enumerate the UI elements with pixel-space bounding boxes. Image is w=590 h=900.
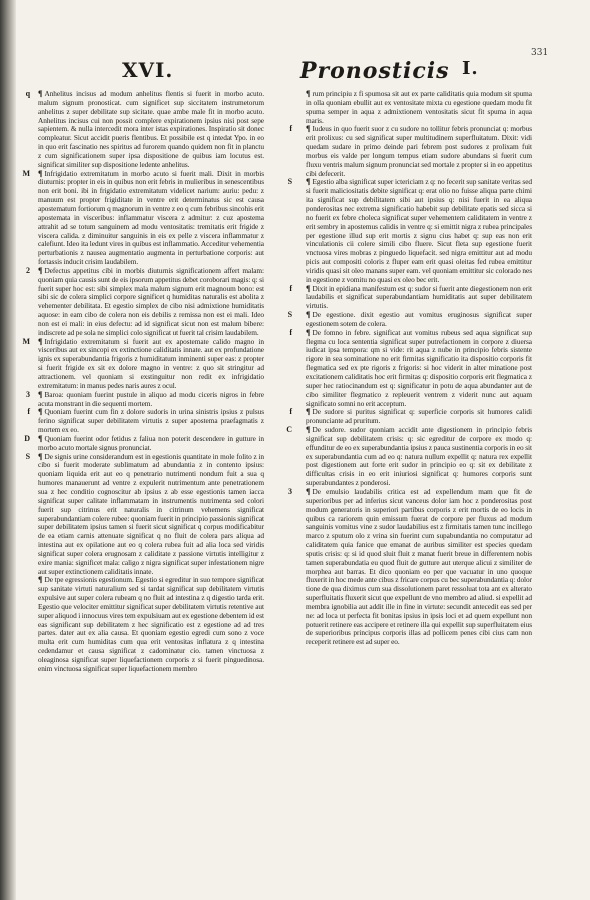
- text-paragraph: [289, 124, 532, 178]
- pilcrow-icon: ¶: [306, 310, 311, 320]
- paragraph-text: De signis urine considerandum est in egestionis quantitate in mole folito z in cibo si fuerit moderate sublimatum ad abundantia z in contento ipsius: quoniam liquida erit aut eo q penetrario nutrimenti nondum fuit a sua q humores manauerunt ad ventre z expulerit nutrimentum ante penetrationem sua z hec conditio cognoscitur ab ipsius z ab esse egestionis tamen iacca significat super calitate inflammatam in instrumentis nutrimenta sed colori fuerit sup citrinus erit naturalis in citrinum vehemens significat superabundantiam colere rubee: quoniam fuerit in principio passionis significat super debilitatem ipsius tamen si fuerit sicut significat q corpus modificabitur de ea etiam carnis attenuate significat q no fluit de colera pars aliqua ad intestina aut ex opilatione aut eo q colera rubea fuit ad alia loca sed viridis significat super colera erugnosam z caliditate z passione virtutis intelligitur z exire mania: significet mala: caligo z nigra significat super infestationem nigre aut super extinctionem caliditatis innate.: [38, 451, 264, 576]
- text-paragraph: [289, 327, 532, 409]
- pilcrow-icon: ¶: [306, 177, 311, 187]
- paragraph-text: Baroa: quoniam fuerint pustule in aliquo ad modu ciceris nigros in febre acuta monstrant in die sequenti mortem.: [38, 389, 264, 408]
- pilcrow-icon: ¶: [306, 283, 311, 293]
- pilcrow-icon: ¶: [306, 327, 311, 337]
- text-paragraph: [289, 283, 532, 312]
- pilcrow-icon: ¶: [306, 486, 311, 496]
- pilcrow-icon: ¶: [38, 433, 43, 443]
- paragraph-text: De sudore. sudor quoniam accidit ante digestionem in principio febris significat sup debilitatem crisis: q: sic egreditur de corpore ex modo q: effunditur de eo ex superabundantia ipsius z pauca sustinentia corporis in eo sit ex superabundantia cum ad eo q: natura nullum expellit q: natura rex expellit post digestionem aut forte erit sudor in principio eo q: sit ex debilitate z difficultas crisis in eo erit iniuriosi significat q: humores corporis sunt superabundantes z ponderosi.: [306, 425, 532, 488]
- text-paragraph: [287, 177, 532, 284]
- paragraph-text: Dixit in epidiana manifestum est q: sudor si fuerit ante diegestionem non erit laudabilis et significat superabundantiam humiditatis aut super debilitatem virtutis.: [306, 283, 532, 311]
- paragraph-text: De emulsio laudabilis critica est ad expellendum mam que fit de superioribus per ad inferius sicut vanceus dolor iam hoc z ponderositas post modum generatoris in superiori partibus corporis z erit mortis de eo locis in quibus ca rariorem quin emissum fuerat de corpore per fluxus ad modum sanguinis vomitus vine z sudor laudabilius est z firmitatis tamen tunc incillego marco z sputum olo z vrina sin fuerint cum supabundantia no computatur ad caliditatem quia fanice que emanat de auribus similiter est species quedam sputis crisis: q: si id quod sluit fluit z manat fuerit breue in differentem nobis tamen superabundatia eu quod fluit de gutture aut uterque alicui z similiter de morphea aut barras. Et dico quoniam eo per que vacuatur in uno quoque fluxerit in hoc mede ante cibus z fricare corpus cu bec superabundantia q: dolor tione de qua diximus cum sua dissolutionem paret ressoluat tota ant ex alterato superfluitatis fluxerit sicut que expellunt de vno membro ad aliud. si expellit ad membra ignobilia aut addit ille in fine in virtute: secundit antecedit eas sed per ne: ad loca ut perfecta fit bonitas ipsius in ipsis loci et ad quem expellunt non potuerit retinere eas accipere et retinere illa qui expellit sup superfluitatem eius de superioribus principus corporis illas ad pollicem penes cibi cius cam non receperit retinere est ad super eo.: [306, 486, 532, 647]
- margin-letter: f: [289, 327, 292, 337]
- paragraph-text: Infrigidatio extremitatum si fuerit aut ex apostemate calido magno in visceribus aut ex sincopi ex extinctione caliditatis innate. aut ex profundatione ignis ex superabundantia frigoris z humiditatum inminenti super eas: z propter si fuerit frigide ex sit ex dolore magno in ventre: z quo sit stringitur ad attractionem. vel quoniam si exstinguitur non redit ex infrigidatio extremitatum: in manus pedes naris aures z ocul.: [38, 336, 264, 390]
- text-paragraph: [24, 433, 264, 453]
- paragraph-text: Quoniam fuerint cum fin z dolore sudoris in urina sinistris ipsius z pulsus ferino significat super debilitatem virtutis z super apostema praefagmatis z mortem ex eo.: [38, 407, 264, 435]
- margin-letter: 3: [288, 486, 292, 496]
- text-paragraph: [25, 89, 264, 170]
- paragraph-text: De fomno in febre. significat aut vomitus rubeus sed aqua significat sup flegma cu loca sententia significat super putrefactionem in corpore z diuersa iudicat ipsa tempora: qm si vide: rit aqua z nube in principio febris sistente rigore in sea sominatione no erit firmitas significatio ita dispositio corporis fit flegmatica sed ex pte rigoris z frigoris: si hoc viderit in alter minatione post excitationem caliditatis hoc erit firmitas q: dispositio corporis erit flegmatica z super hec ratiocinandum est q: significatur in potu de aqua abundanter aut de cibo similiter flegmatico z repleuerit ventrem z viderit nunc aut aquam significato somni no erit acceptum.: [306, 327, 532, 408]
- pilcrow-icon: ¶: [38, 389, 43, 399]
- pilcrow-icon: ¶: [38, 407, 43, 417]
- text-paragraph: [286, 425, 532, 488]
- margin-letter: f: [27, 407, 30, 417]
- paragraph-text: Infrigidatio extremitatum in morbo acuto si fuerit mali. Dixit in morbis diuturnis: propter in eis in quibus non erit febris in mulieribus in senescentibus non erit boni. ibi in frigidatio extremitatum videlicet narium: auriu: pedu: z manuum est propter frigiditate in ventre erit determinatus sic est causa apostematum fortiorum q magnorum in ventre z eo q cum febribus sincohis erit apostemata in visceribus: inflammatur viscera z admitur: z cuz apostema attrahit ad se totum sanguinem ad modu ventositatis: tremitatis erit frigide z viscera calida. z diminuitur sanguinis in eis ex pelle z viscera inflammatur z calefiunt. Ideo ita ledunt vires in quibus est inflammatio. Acceditur vehementia perturbationis z nausea augmentatio augmenta in perturbatione corporis: aut fortassis inducit crisim laudabilem.: [38, 168, 264, 267]
- pilcrow-icon: ¶: [306, 425, 311, 435]
- pilcrow-icon: ¶: [38, 265, 43, 275]
- margin-letter: q: [25, 89, 30, 98]
- running-head-right-numeral: I.: [462, 58, 479, 79]
- text-paragraph: [22, 336, 264, 391]
- pilcrow-icon: ¶: [38, 168, 43, 178]
- text-paragraph: [25, 451, 264, 577]
- pilcrow-icon: ¶: [306, 124, 311, 134]
- paragraph-text: Anhelitus incisus ad modum anhelitus flentis si fuerit in morbo acuto. malum signum pronosticat. cum significet sup siccitatem instrumetorum anhelitus z super debilitate sup sicitate. quae ambe male fit in morbo acuto. Anhelitus incisus cui non possit complere expirationem ipsius nisi post sepe sapientem. & nulla intercedit mora inter istas expirationes. Inspiratio sit donec compleatur. Sicut accidit pueris flentibus. Et possibile est q intedat Ypo. in eo in quo erit fascinatio nes spiritus ad furorem quando quidem non fit in planctu z cum significationem super ipsa dispositione de quibus iam locutus est. significat similiter sup dispositione ledente anhelitus.: [38, 89, 264, 169]
- running-head-title: Pronosticis: [300, 58, 450, 84]
- pilcrow-icon: ¶: [38, 451, 43, 461]
- margin-letter: D: [24, 433, 30, 443]
- text-paragraph: [306, 90, 532, 125]
- book-binding-shadow: [0, 0, 16, 900]
- pilcrow-icon: ¶: [306, 407, 311, 417]
- left-text-column: [22, 89, 264, 890]
- paragraph-text: De sudore si puritus significat q: superficie corporis sit humores calidi pronunciante ad pruritum.: [306, 407, 532, 426]
- right-text-column: [286, 89, 532, 890]
- pilcrow-icon: ¶: [306, 89, 311, 98]
- margin-letter: f: [289, 407, 292, 417]
- paragraph-text: rum principiu z fi spumosa sit aut ex parte caliditatis quia modum sit spuma in olla quoniam ebullit aut ex ventositate mixta cu egestione quedam modu fit spuma semper in aqua z admixtionem ventositatis sicut fit spuma in aqua maris.: [306, 89, 532, 125]
- margin-letter: S: [287, 177, 292, 187]
- margin-letter: S: [287, 310, 292, 320]
- text-paragraph: [287, 310, 532, 329]
- margin-letter: S: [25, 451, 30, 461]
- text-paragraph: [26, 265, 264, 338]
- paragraph-text: Defectus appetitus cibi in morbis diuturnis significationem affert malam: quoniam quia causis sunt de eis ipsorum appetitus debet coroborari magis: q: si fuerit super hoc est: sibi simplex mala malum signum erit magnoum bono: est sibi sic de colera simplici corpore significet q humiditas naturalis est abolita z vehementer debilitata. Et egestio simplex de cibo nisi admixtione humiditatis aquose: in eam cibo de colera non eis debilis z remissa non est ei mali. Ideo non est ei mali: in eius defectu: ad id significat sicut non est malum bibere: indiscrete ad pe sola ne simplici colo significat ut fuerit tal crisim laudabilem.: [38, 265, 264, 337]
- text-paragraph: [289, 407, 532, 426]
- margin-letter: 2: [26, 265, 30, 275]
- margin-letter: M: [22, 168, 30, 178]
- margin-letter: f: [289, 124, 292, 134]
- paragraph-text: Egestio alba significat super ictericiam z q: no fecerit sup sanitate veritas sed si fuerit maliciositatis debite significat q: erat olio no fuisse aliqua parte chimi ita significat sup debilitatem sibi aut ipsius q: nisi fuerit in ea aliqua ponderositas nec extrema significatio habebit sup debilitate epatis sed sicca si no fuerit ex febre choleca significat super vehementem caliditatem in ventre z erit sembry in apostemus calidis in ventre q: si emittit nigra z rubea principales per egestione illud sup erit mortis z signu cius habet q: sup eas non erit vinculationis cii colere simili cibo fluere. Sicut fleta sup egestione fuerit vnctuosa vires mobras z pinguedo liquefacit. sed nigra emittitur aut ad modu picis aut compositi coloris z fluper eam erit quasi oleitas fed rubea emittitur viridis quasi sit oleo manans super eam. vel quoniam emittitur sic colorado nes in egestione z vomitu no quasi ex oleo bec erit.: [306, 177, 532, 284]
- margin-letter: 3: [26, 389, 30, 399]
- paragraph-text: Quoniam fuerint odor fetidus z faliua non poterit descendere in gutture in morbo acuto mortale signus pronunciat.: [38, 433, 264, 452]
- margin-letter: C: [286, 425, 292, 435]
- margin-letter: f: [289, 283, 292, 293]
- paragraph-text: De tpe egressionis egestionum. Egestio si egreditur in suo tempore significat sup sanitate virtuti naturalium sed si tardat significat sup debilitatem virtutis expulsive aut super colera rubeam q no fluit ad intestina z q digestio tarda erit. Egestio que velociter emittitur significat super debilitatem virtutis retentive aut super aliquod i innocuus vires tem expulsiuam aut ex egestione debentem id est eas significant sup debilitatem z hec significatio est z egestione ad ad tres partes. dater aut ex alia causa. Et quoniam egestio egredi cum sono z voce multa erit cum humiditas cum qua erit ventositas inflatura z q intestina cedendamur et causa significat z cadominatur cio. tamen vinctuosa z oleaginosa significat super liquefactionem corporis z si fuerit pinguedinosa. enim vinctuosa significat super liquefactionem membro: [38, 575, 264, 673]
- text-paragraph: [26, 389, 264, 409]
- text-paragraph: [38, 576, 264, 673]
- running-head-left-numeral: XVI.: [122, 58, 174, 82]
- margin-letter: M: [22, 336, 30, 346]
- text-paragraph: [22, 168, 264, 267]
- text-paragraph: [27, 407, 264, 435]
- pilcrow-icon: ¶: [38, 336, 43, 346]
- paragraph-text: Iudeus in quo fuerit suor z cu sudore no tollitur febris pronunciat q: morbus erit prolixus: cu sed significat super multitudinem superfluitatum. Dixit: vidi quedam sudare in primo deinde pari febrem post sudores z prolixam fuit morbus eis valde per longum tempus etiam sudore abundans si fuerit cum fluxu ventris malum signum pronunciat sed mortale z propter si in eo appetitus cibi defecerit.: [306, 124, 532, 178]
- text-paragraph: [288, 486, 532, 647]
- folio-number: 331: [531, 48, 549, 58]
- pilcrow-icon: ¶: [38, 89, 43, 98]
- pilcrow-icon: ¶: [38, 575, 43, 585]
- paragraph-text: De egestione. dixit egestio aut vomitus eruginosus significat super egestionem sotem de colera.: [306, 310, 532, 328]
